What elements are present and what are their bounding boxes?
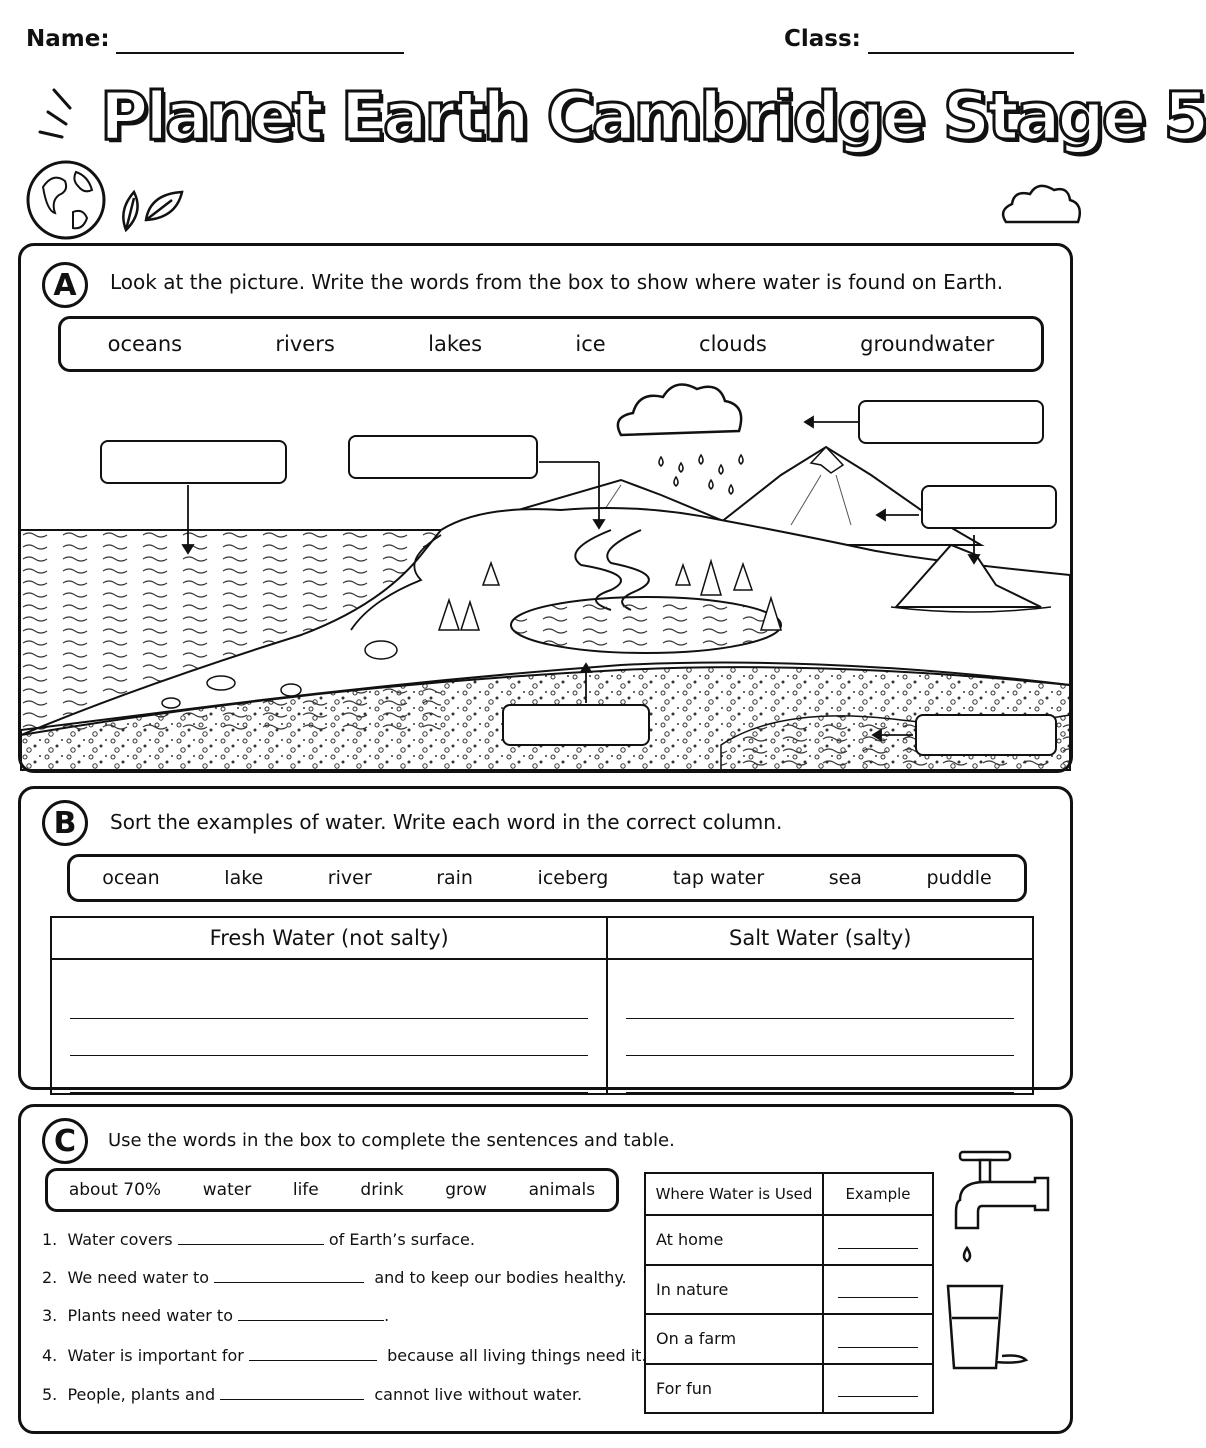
writing-line[interactable]	[70, 1019, 588, 1056]
sentence-number: 1.	[42, 1230, 58, 1249]
example-blank[interactable]	[838, 1379, 918, 1397]
section-b-instruction: Sort the examples of water. Write each word in the correct column.	[110, 810, 783, 834]
word-bank-item: drink	[360, 1180, 404, 1200]
cloud-icon	[996, 180, 1086, 230]
writing-line[interactable]	[626, 982, 1014, 1019]
word-bank-item: puddle	[926, 867, 992, 889]
word-bank-item: lakes	[428, 332, 483, 356]
answer-box-lakes[interactable]	[502, 704, 650, 746]
word-bank-item: water	[202, 1180, 252, 1200]
answer-box-clouds[interactable]	[858, 400, 1044, 444]
table-row-label: For fun	[645, 1364, 823, 1414]
sentence-text: Water covers	[67, 1230, 173, 1249]
name-field[interactable]	[116, 52, 404, 54]
section-b-badge: B	[42, 800, 88, 846]
class-field[interactable]	[868, 52, 1074, 54]
water-use-table	[644, 1172, 934, 1414]
example-header: Example	[823, 1173, 933, 1215]
word-bank-item: oceans	[107, 332, 183, 356]
sentence-text: Water is important for	[67, 1346, 244, 1365]
fill-blank[interactable]	[178, 1231, 324, 1245]
section-b-word-bank	[67, 854, 1027, 902]
word-bank-item: about 70%	[68, 1180, 162, 1200]
answer-box-oceans[interactable]	[100, 440, 287, 484]
sentence-5	[42, 1385, 582, 1404]
example-blank[interactable]	[838, 1330, 918, 1348]
word-bank-item: sea	[828, 867, 862, 889]
answer-box-groundwater[interactable]	[915, 714, 1057, 756]
sentence-3	[42, 1306, 389, 1325]
table-row-label: At home	[645, 1215, 823, 1265]
table-row-label: In nature	[645, 1265, 823, 1315]
sentence-text: Plants need water to	[67, 1306, 233, 1325]
fresh-water-header: Fresh Water (not salty)	[51, 917, 607, 959]
fill-blank[interactable]	[220, 1386, 364, 1400]
sentence-number: 3.	[42, 1306, 58, 1325]
sentence-text: cannot live without water.	[374, 1385, 583, 1404]
sentence-number: 4.	[42, 1346, 58, 1365]
word-bank-item: lake	[224, 867, 264, 889]
writing-line[interactable]	[70, 1056, 588, 1093]
sentence-number: 5.	[42, 1385, 58, 1404]
where-used-header: Where Water is Used	[645, 1173, 823, 1215]
word-bank-item: rivers	[275, 332, 335, 356]
sentence-text: and to keep our bodies healthy.	[374, 1268, 627, 1287]
class-label: Class:	[784, 26, 861, 52]
word-bank-item: grow	[445, 1180, 487, 1200]
section-a-word-bank	[58, 316, 1044, 372]
word-bank-item: ice	[575, 332, 606, 356]
word-bank-item: river	[327, 867, 372, 889]
word-bank-item: life	[292, 1180, 319, 1200]
word-bank-item: groundwater	[860, 332, 995, 356]
word-bank-item: ocean	[102, 867, 160, 889]
tap-glass-icon	[940, 1140, 1060, 1380]
answer-box-rivers[interactable]	[348, 435, 538, 479]
word-bank-item: clouds	[699, 332, 767, 356]
word-bank-item: tap water	[672, 867, 765, 889]
sentence-1	[42, 1230, 475, 1249]
answer-box-ice[interactable]	[921, 485, 1057, 529]
sentence-text: We need water to	[67, 1268, 210, 1287]
fill-blank[interactable]	[238, 1307, 384, 1321]
example-blank[interactable]	[838, 1231, 918, 1249]
fill-blank[interactable]	[249, 1347, 377, 1361]
sentence-text: .	[384, 1306, 390, 1325]
section-c-instruction: Use the words in the box to complete the sentences and table.	[108, 1130, 675, 1151]
section-a-instruction: Look at the picture. Write the words from the box to show where water is found on Earth.	[110, 270, 1004, 294]
word-bank-item: animals	[528, 1180, 596, 1200]
sentence-text: because all living things need it.	[387, 1346, 647, 1365]
sentence-text: of Earth’s surface.	[328, 1230, 475, 1249]
section-c-word-bank	[45, 1168, 619, 1212]
section-c-badge: C	[42, 1118, 88, 1164]
writing-line[interactable]	[626, 1019, 1014, 1056]
fresh-water-column	[51, 959, 607, 1094]
sentence-number: 2.	[42, 1268, 58, 1287]
salt-water-column	[607, 959, 1033, 1094]
word-bank-item: iceberg	[537, 867, 609, 889]
sentence-4	[42, 1346, 647, 1365]
example-blank[interactable]	[838, 1280, 918, 1298]
writing-line[interactable]	[626, 1056, 1014, 1093]
sort-table	[50, 916, 1034, 1095]
salt-water-header: Salt Water (salty)	[607, 917, 1033, 959]
word-bank-item: rain	[436, 867, 473, 889]
table-row-label: On a farm	[645, 1314, 823, 1364]
sentence-text: People, plants and	[67, 1385, 216, 1404]
name-label: Name:	[26, 26, 110, 52]
page-title: Planet Earth Cambridge Stage 5	[100, 78, 1206, 155]
fill-blank[interactable]	[214, 1269, 364, 1283]
section-a-badge: A	[42, 262, 88, 308]
writing-line[interactable]	[70, 982, 588, 1019]
sentence-2	[42, 1268, 627, 1287]
